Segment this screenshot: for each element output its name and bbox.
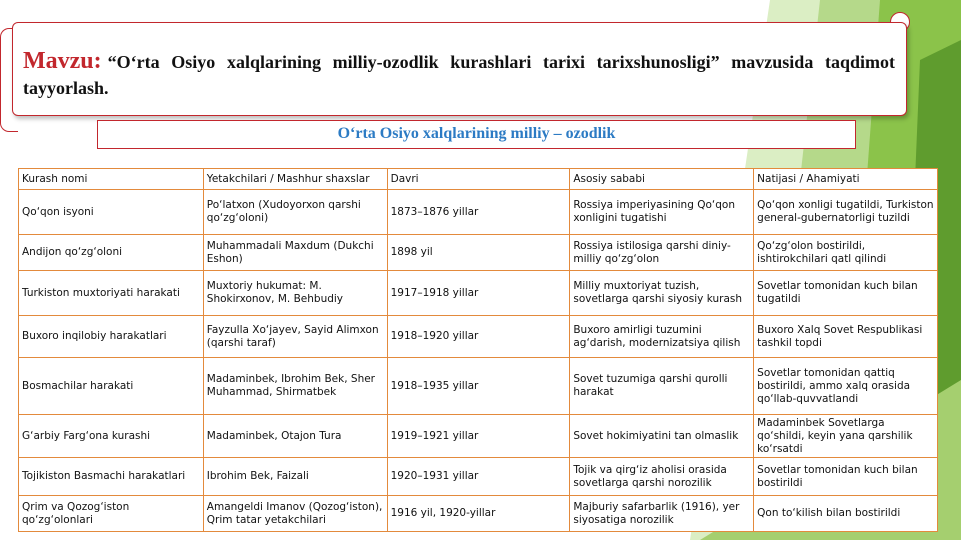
table-cell: Sovet tuzumiga qarshi qurolli harakat: [570, 358, 754, 415]
table-row: [19, 316, 938, 358]
table-cell: Qrim va Qozog‘iston qo‘zg‘olonlari: [19, 496, 204, 532]
table-cell: Po‘latxon (Xudoyorxon qarshi qo‘zg‘oloni): [203, 190, 387, 235]
subtitle: O‘rta Osiyo xalqlarining milliy – ozodlik: [97, 120, 856, 149]
table-cell: Sovetlar tomonidan qattiq bostirildi, ammo xalq orasida qo‘llab-quvvatlandi: [754, 358, 938, 415]
table-cell: Muhammadali Maxdum (Dukchi Eshon): [203, 235, 387, 271]
table-cell: 1916 yil, 1920-yillar: [387, 496, 570, 532]
table-cell: Qo‘qon isyoni: [19, 190, 204, 235]
header-cell: Asosiy sababi: [570, 169, 754, 190]
table-cell: 1919–1921 yillar: [387, 415, 570, 458]
table-row: [19, 415, 938, 458]
table-cell: Sovet hokimiyatini tan olmaslik: [570, 415, 754, 458]
topic-label: Mavzu:: [23, 48, 102, 74]
table-row: [19, 235, 938, 271]
table-cell: Madaminbek Sovetlarga qo‘shildi, keyin yana qarshilik ko‘rsatdi: [754, 415, 938, 458]
table-cell: Majburiy safarbarlik (1916), yer siyosatiga norozilik: [570, 496, 754, 532]
topic-text: [23, 48, 895, 101]
table-cell: Buxoro Xalq Sovet Respublikasi tashkil topdi: [754, 316, 938, 358]
table-cell: Amangeldi Imanov (Qozog‘iston), Qrim tatar yetakchilari: [203, 496, 387, 532]
topic-title: “O‘rta Osiyo xalqlarining milliy-ozodlik kurashlari tarixi tarixshunosligi” mavzusida taqdimot tayyorlash.: [23, 52, 895, 98]
table-cell: Madaminbek, Otajon Tura: [203, 415, 387, 458]
table-cell: Rossiya imperiyasining Qo‘qon xonligini tugatishi: [570, 190, 754, 235]
table-cell: Qon to‘kilish bilan bostirildi: [754, 496, 938, 532]
table-row: [19, 358, 938, 415]
table-cell: 1920–1931 yillar: [387, 458, 570, 496]
table-cell: Sovetlar tomonidan kuch bilan bostirildi: [754, 458, 938, 496]
table-row: [19, 496, 938, 532]
table-row: [19, 271, 938, 316]
topic-banner: [12, 22, 907, 116]
table-cell: Qo‘zg‘olon bostirildi, ishtirokchilari qatl qilindi: [754, 235, 938, 271]
header-cell: Natijasi / Ahamiyati: [754, 169, 938, 190]
table-cell: Milliy muxtoriyat tuzish, sovetlarga qarshi siyosiy kurash: [570, 271, 754, 316]
table-cell: Qo‘qon xonligi tugatildi, Turkiston general-gubernatorligi tuzildi: [754, 190, 938, 235]
table-cell: Andijon qo‘zg‘oloni: [19, 235, 204, 271]
table-cell: Madaminbek, Ibrohim Bek, Sher Muhammad, Shirmatbek: [203, 358, 387, 415]
table-cell: Tojik va qirg‘iz aholisi orasida sovetlarga qarshi norozilik: [570, 458, 754, 496]
table-cell: 1873–1876 yillar: [387, 190, 570, 235]
table-cell: Fayzulla Xo‘jayev, Sayid Alimxon (qarshi taraf): [203, 316, 387, 358]
header-cell: Davri: [387, 169, 570, 190]
table-cell: Rossiya istilosiga qarshi diniy-milliy qo‘zg‘olon: [570, 235, 754, 271]
table-cell: 1918–1920 yillar: [387, 316, 570, 358]
table-cell: 1898 yil: [387, 235, 570, 271]
table-cell: Sovetlar tomonidan kuch bilan tugatildi: [754, 271, 938, 316]
table-cell: G‘arbiy Farg‘ona kurashi: [19, 415, 204, 458]
table-cell: 1918–1935 yillar: [387, 358, 570, 415]
table-cell: Muxtoriy hukumat: M. Shokirxonov, M. Behbudiy: [203, 271, 387, 316]
header-cell: Kurash nomi: [19, 169, 204, 190]
table-cell: Ibrohim Bek, Faizali: [203, 458, 387, 496]
table-cell: Buxoro inqilobiy harakatlari: [19, 316, 204, 358]
table-cell: Tojikiston Basmachi harakatlari: [19, 458, 204, 496]
header-cell: Yetakchilari / Mashhur shaxslar: [203, 169, 387, 190]
table-header-row: [19, 169, 938, 190]
table-cell: 1917–1918 yillar: [387, 271, 570, 316]
table-row: [19, 190, 938, 235]
table-cell: Turkiston muxtoriyati harakati: [19, 271, 204, 316]
struggles-table: [18, 168, 938, 532]
table-row: [19, 458, 938, 496]
table-cell: Buxoro amirligi tuzumini ag‘darish, modernizatsiya qilish: [570, 316, 754, 358]
table-cell: Bosmachilar harakati: [19, 358, 204, 415]
